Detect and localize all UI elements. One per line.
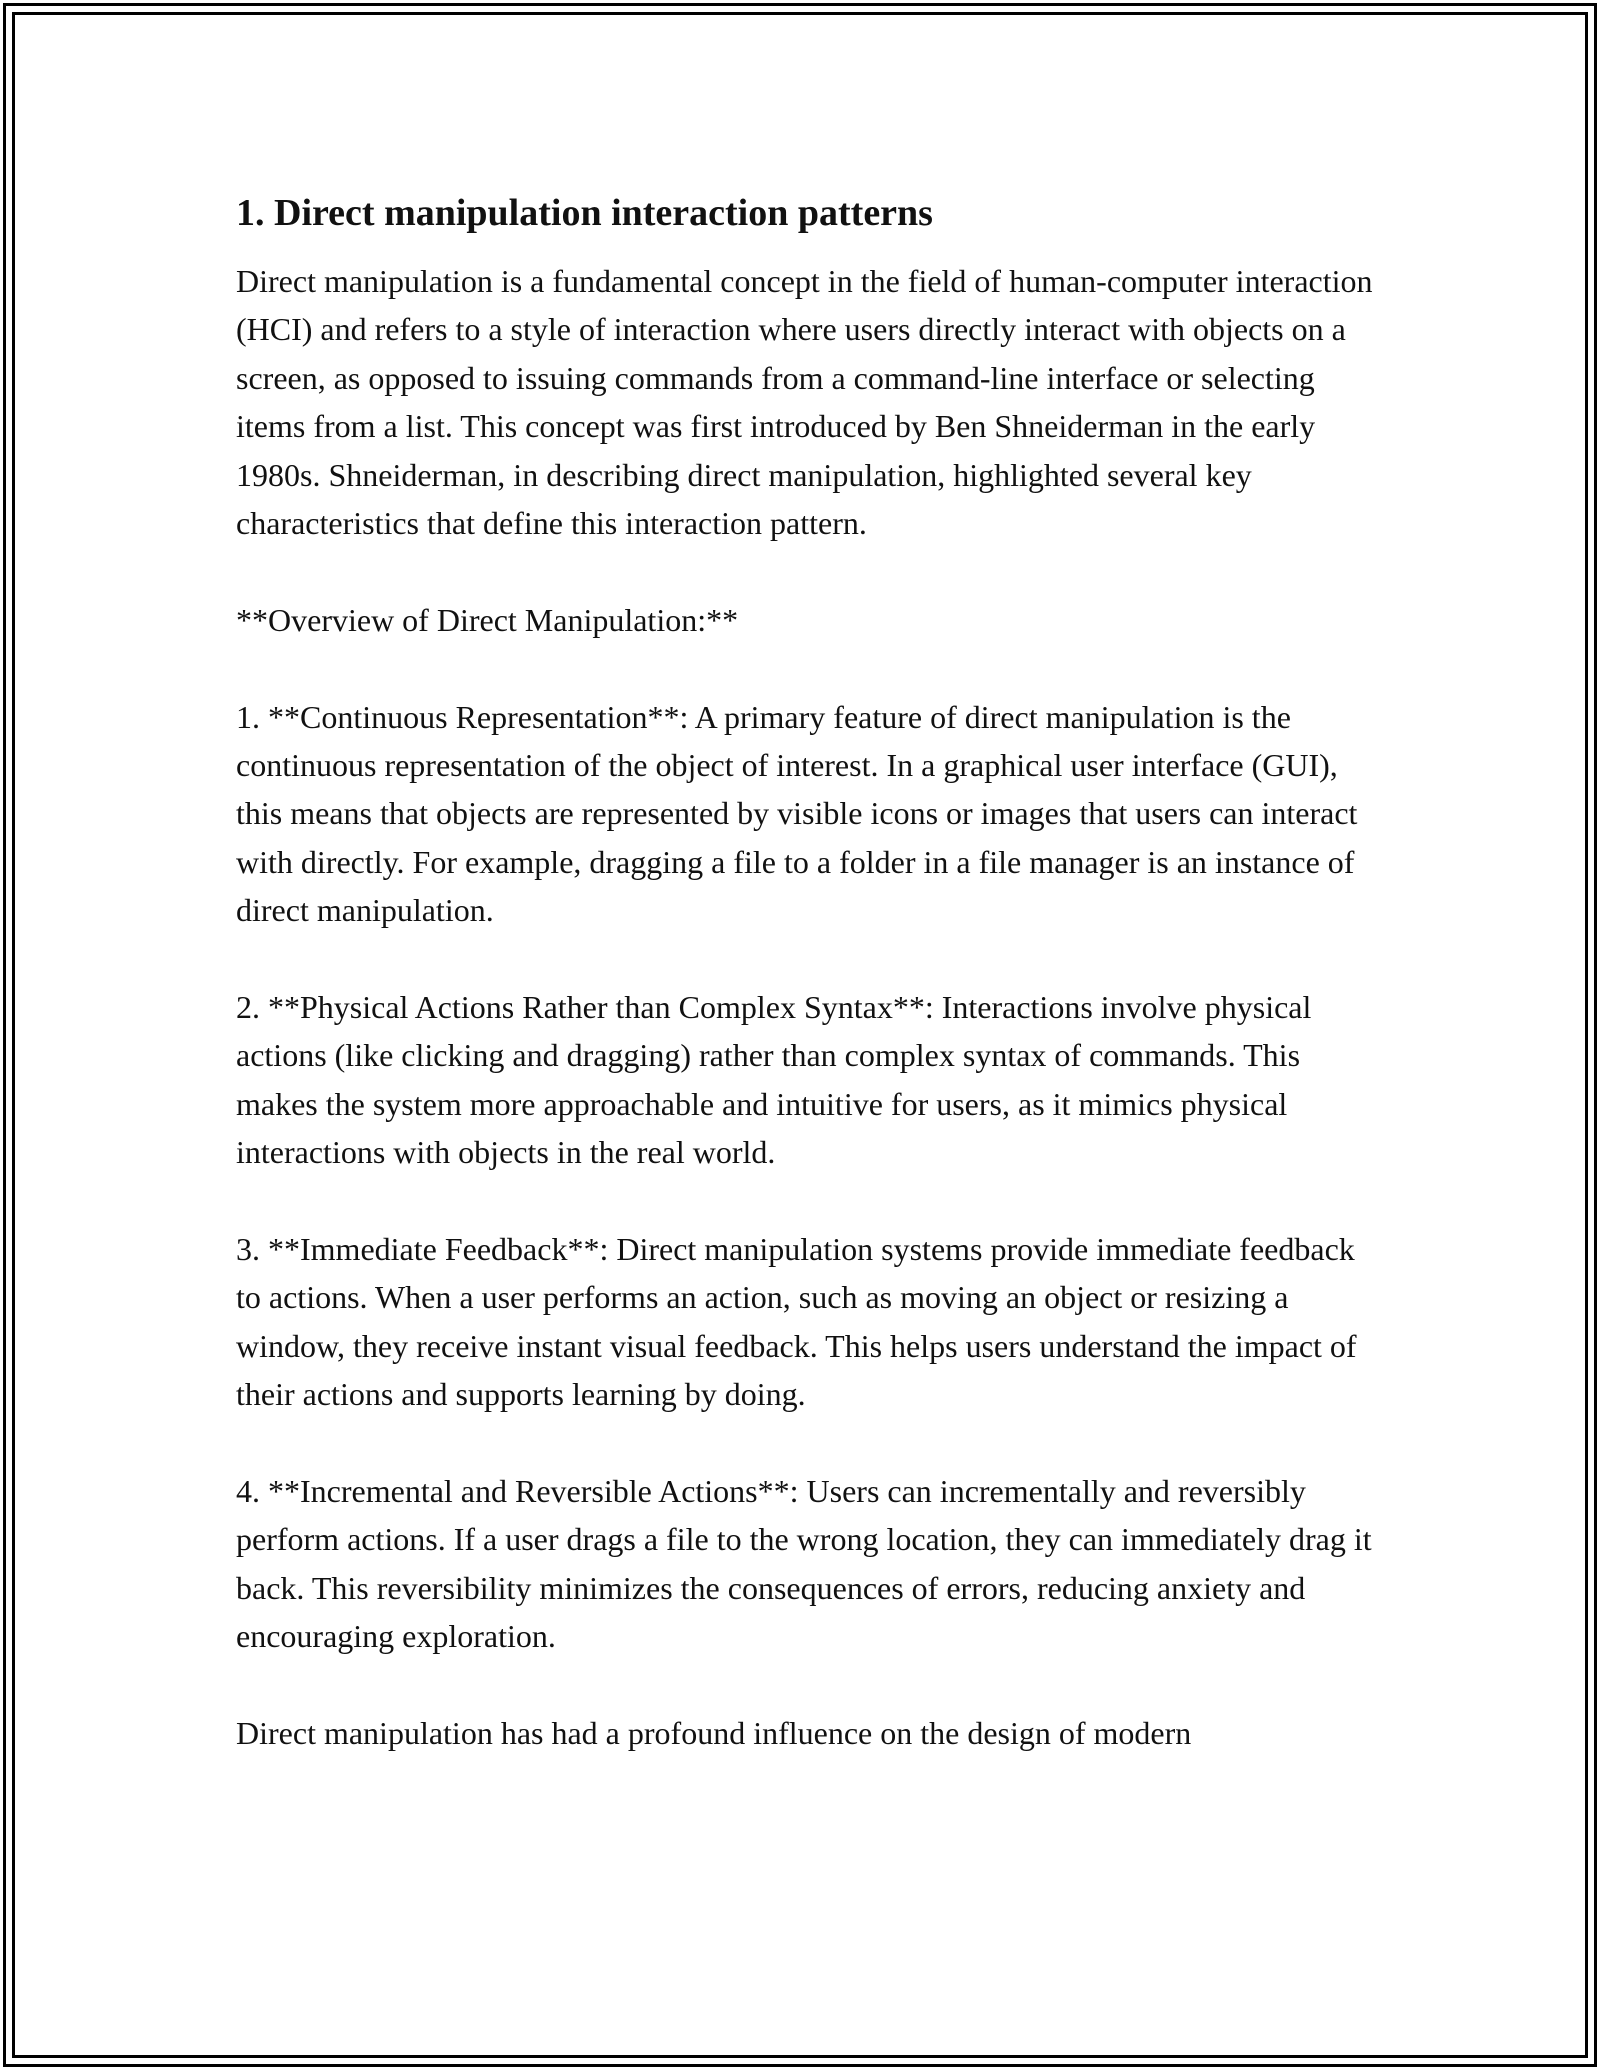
paragraph-immediate-feedback: 3. **Immediate Feedback**: Direct manipulation systems provide immediate feedback to actions. When a user performs an action, such as moving an object or resizing a window, they receive instant visual feedback. This helps users understand the impact of their actions and supports learning by doing. (236, 1231, 1357, 1413)
section-heading: 1. Direct manipulation interaction patterns (236, 192, 933, 234)
paragraph-incremental-reversible: 4. **Incremental and Reversible Actions**: Users can incrementally and reversibly perform actions. If a user drags a file to the wrong location, they can immediately drag it back. This reversibility minimizes the consequences of errors, reducing anxiety and encouraging exploration. (236, 1473, 1372, 1655)
paragraph-intro: Direct manipulation is a fundamental concept in the field of human-computer interaction (HCI) and refers to a style of interaction where users directly interact with objects on a screen, as opposed to issuing commands from a command-line interface or selecting items from a list. This concept was first introduced by Ben Shneiderman in the early 1980s. Shneiderman, in describing direct manipulation, highlighted several key characteristics that define this interaction pattern. (236, 263, 1373, 542)
document-body (236, 188, 1386, 1806)
paragraph-physical-actions: 2. **Physical Actions Rather than Complex Syntax**: Interactions involve physical actions (like clicking and dragging) rather than complex syntax of commands. This makes the system more approachable and intuitive for users, as it mimics physical interactions with objects in the real world. (236, 989, 1312, 1171)
paragraph-overview-heading: **Overview of Direct Manipulation:** (236, 601, 739, 638)
paragraph-conclusion: Direct manipulation has had a profound influence on the design of modern (236, 1715, 1192, 1752)
paragraph-continuous-representation: 1. **Continuous Representation**: A primary feature of direct manipulation is the continuous representation of the object of interest. In a graphical user interface (GUI), this means that objects are represented by visible icons or images that users can interact with directly. For example, dragging a file to a folder in a file manager is an instance of direct manipulation. (236, 698, 1358, 929)
